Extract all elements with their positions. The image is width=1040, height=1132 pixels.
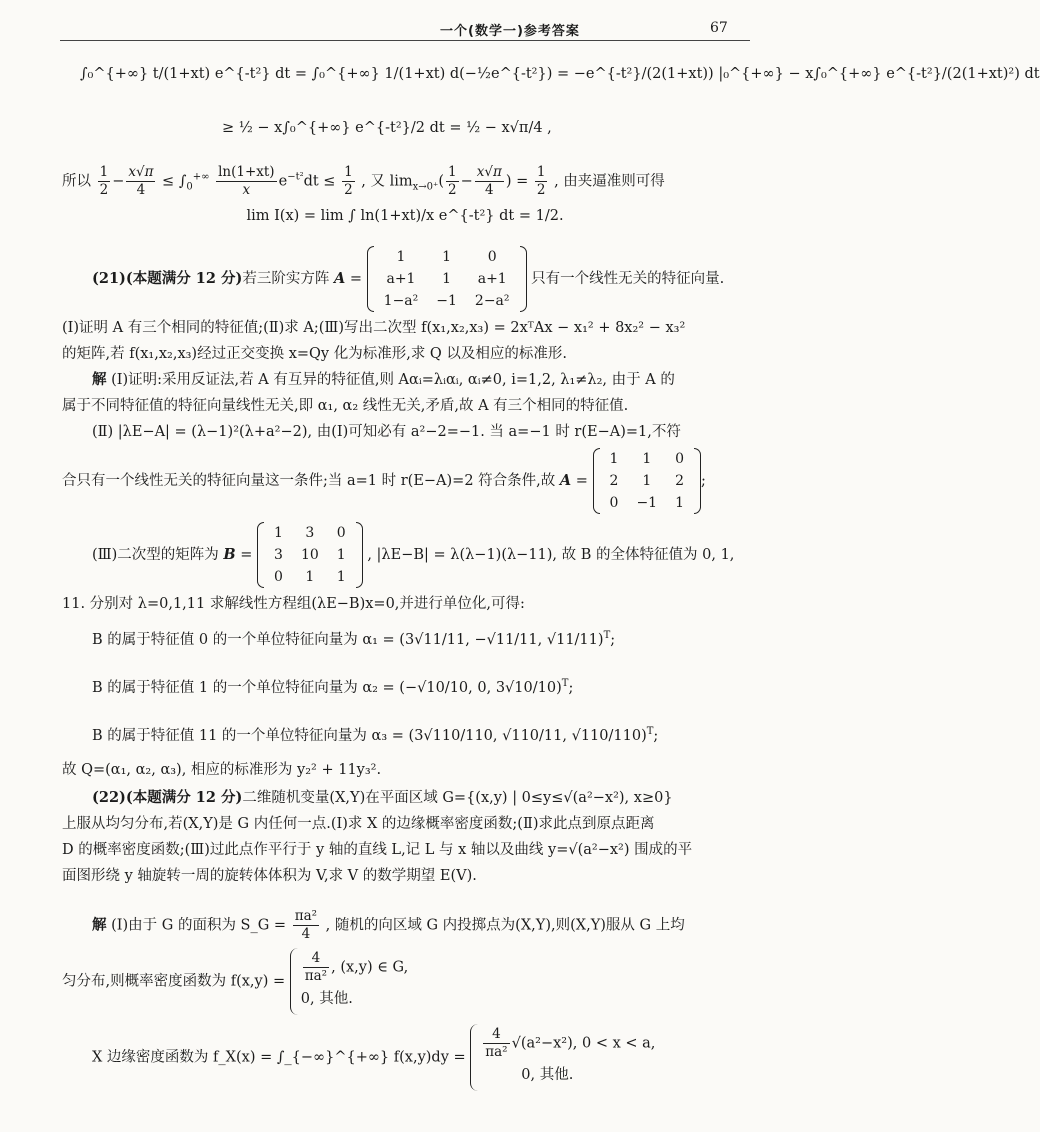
matrix-cell: 10	[300, 547, 319, 563]
frac-xsqrtpi: $\frac{x√\pi}{4}$	[128, 164, 154, 198]
problem-22-line-2: 上服从均匀分布,若(X,Y)是 G 内任何一点.(Ⅰ)求 X 的边缘概率密度函数;(Ⅱ)求此点到原点距离	[62, 816, 655, 832]
solution-21-part3-line-2: 11. 分别对 λ=0,1,11 求解线性方程组(λE−B)x=0,并进行单位化,可得:	[62, 596, 525, 612]
limit-result: lim I(x) = lim ∫ ln(1+xt)/x e^{-t²} dt = 1/2.	[246, 208, 564, 224]
solution-22-text-1b: , 随机的向区域 G 内投掷点为(X,Y),则(X,Y)服从 G 上均	[325, 917, 685, 934]
conclusion-line: 故 Q=(α₁, α₂, α₃), 相应的标准形为 y₂² + 11y₃².	[62, 762, 382, 778]
eigenvector-1-line: B 的属于特征值 0 的一个单位特征向量为 α₁ = (3√11/11, −√11/11, √11/11)$^T$;	[92, 630, 616, 648]
solution-label-2: 解	[92, 916, 107, 934]
eigenvector-3-line: B 的属于特征值 11 的一个单位特征向量为 α₃ = (3√110/110, √110/11, √110/110)$^T$;	[92, 726, 659, 744]
eigenvector-2-line: B 的属于特征值 1 的一个单位特征向量为 α₂ = (−√10/10, 0, 3√10/10)$^T$;	[92, 678, 574, 696]
matrix-cell: 1	[675, 495, 685, 511]
matrix-cell: a+1	[386, 271, 416, 287]
matrix-cell: 0	[274, 569, 283, 585]
matrix-cell: 1	[642, 451, 652, 467]
marginal-cases	[470, 1024, 655, 1091]
solution-22-line-1	[92, 908, 685, 943]
text-suoyi: 所以	[62, 173, 91, 190]
matrix-cell: 1	[642, 473, 652, 489]
vector-entry: 3√10/10	[495, 679, 557, 696]
matrix-cell: 1	[442, 271, 452, 287]
matrix-cell: 0	[487, 249, 497, 265]
eigenvector-2-text: B 的属于特征值 1 的一个单位特征向量为 α₂ =	[92, 679, 395, 696]
solution-21-part3-text-b: , |λE−B| = λ(λ−1)(λ−11), 故 B 的全体特征值为 0, 1,	[367, 547, 735, 563]
frac-half-3: $\frac{1}{2}$	[447, 164, 457, 198]
eigenvector-1-text: B 的属于特征值 0 的一个单位特征向量为 α₁ =	[92, 631, 395, 648]
solution-21-part2-text: 合只有一个线性无关的特征向量这一条件;当 a=1 时 r(E−A)=2 符合条件,故	[62, 473, 556, 489]
frac-half-4: $\frac{1}{2}$	[536, 164, 546, 198]
integral-line-1: ∫₀^{+∞} t/(1+xt) e^{-t²} dt = ∫₀^{+∞} 1/(1+xt) d(−½e^{-t²}) = −e^{-t²}/(2(1+xt)) |₀^{+∞} − x∫₀^{+∞} e^{-t²}/(2(1+xt)²) dt	[80, 66, 1040, 82]
matrix-cell: 1	[336, 569, 346, 585]
matrix-A-param	[367, 246, 527, 312]
vector-entry: √11/11	[546, 631, 598, 648]
solution-21-part3-line-1: (Ⅲ)二次型的矩阵为 B = 1 3 0 3 10 1 0 1 1 , |λE−B| = λ(λ−1)(λ−11), 故 B 的全体特征值为 0, 1,	[92, 522, 734, 588]
matrix-B	[257, 522, 363, 588]
vector-entry: 0	[477, 679, 487, 696]
solution-21-part2-line-1: (Ⅱ) |λE−A| = (λ−1)²(λ+a²−2), 由(Ⅰ)可知必有 a²−2=−1. 当 a=−1 时 r(E−A)=1,不符	[92, 424, 681, 440]
matrix-cell: −1	[636, 495, 658, 511]
frac-half: $\frac{1}{2}$	[99, 164, 109, 198]
problem-21-text-a: 若三阶实方阵	[242, 271, 330, 287]
vector-entry: √110/11	[502, 727, 563, 744]
case-1-a: (x,y) ∈ G,	[340, 959, 409, 976]
problem-22-label: (22)(本题满分 12 分)	[92, 789, 243, 806]
solution-21-text-1: (Ⅰ)证明:采用反证法,若 A 有互异的特征值,则 Aαᵢ=λᵢαᵢ, αᵢ≠0, i=1,2, λ₁≠λ₂, 由于 A 的	[111, 372, 675, 388]
frac-ln: $\frac{\ln(1+xt)}{x}$	[218, 164, 275, 198]
case-1-b: 0, 其他.	[300, 991, 353, 1007]
matrix-cell: 2−a²	[474, 293, 510, 309]
vector-entry: 3√110/110	[414, 727, 493, 744]
frac-4-pia2: $\frac{4}{\text{πa²}}$	[304, 950, 328, 984]
matrix-cell: 0	[675, 451, 685, 467]
matrix-cell: 1	[609, 451, 619, 467]
solution-21-part2-line-2: 合只有一个线性无关的特征向量这一条件;当 a=1 时 r(E−A)=2 符合条件,故 A = 1 1 0 2 1 2 0 −1 1 ;	[62, 448, 706, 514]
matrix-cell: 2	[675, 473, 685, 489]
matrix-cell: 0	[609, 495, 619, 511]
solution-21-part3-text-a: (Ⅲ)二次型的矩阵为	[92, 547, 219, 563]
matrix-cell: 3	[305, 525, 315, 541]
problem-21-label: (21)(本题满分 12 分)	[92, 270, 243, 287]
problem-21-line-2: (Ⅰ)证明 A 有三个相同的特征值;(Ⅱ)求 A;(Ⅲ)写出二次型 f(x₁,x₂,x₃) = 2xᵀAx − x₁² + 8x₂² − x₃²	[62, 320, 686, 336]
page-number: 67	[710, 20, 728, 36]
problem-22-text-1: 二维随机变量(X,Y)在平面区域 G={(x,y) | 0≤y≤√(a²−x²), x≥0}	[242, 790, 673, 806]
header-rule	[60, 40, 750, 41]
frac-half-2: $\frac{1}{2}$	[344, 164, 353, 198]
problem-22-line-4: 面图形绕 y 轴旋转一周的旋转体体积为 V,求 V 的数学期望 E(V).	[62, 868, 477, 884]
case-2-b: 0, 其他.	[521, 1067, 574, 1083]
solution-22-text-3: X 边缘密度函数为 f_X(x) = ∫_{−∞}^{+∞} f(x,y)dy =	[92, 1049, 466, 1066]
solution-22-text-2: 匀分布,则概率密度函数为 f(x,y) =	[62, 973, 286, 990]
matrix-cell: 1	[305, 569, 315, 585]
matrix-cell: 1−a²	[383, 293, 419, 309]
matrix-cell: 2	[609, 473, 619, 489]
vector-entry: 3√11/11	[404, 631, 466, 648]
case-2-a: √(a²−x²), 0 < x < a,	[511, 1035, 656, 1052]
vector-entry: −√11/11	[474, 631, 538, 648]
solution-22-line-3	[92, 1024, 655, 1091]
frac-4-pia2-2: $\frac{4}{\text{πa²}}$	[485, 1026, 508, 1060]
text-squeeze: , 由夹逼准则可得	[554, 173, 665, 190]
matrix-cell: 1	[396, 249, 406, 265]
matrix-cell: −1	[436, 293, 457, 309]
matrix-cell: a+1	[477, 271, 507, 287]
solution-22-line-2	[62, 948, 408, 1015]
matrix-A	[593, 448, 701, 514]
problem-21-line-1: (21)(本题满分 12 分)若三阶实方阵 A = 1 1 0 a+1 1 a+1 1−a² −1 2−a² 只有一个线性无关的特征向量.	[92, 246, 724, 312]
matrix-cell: 0	[336, 525, 346, 541]
problem-22-line-3: D 的概率密度函数;(Ⅲ)过此点作平行于 y 轴的直线 L,记 L 与 x 轴以及曲线 y=√(a²−x²) 围成的平	[62, 842, 693, 858]
matrix-cell: 1	[442, 249, 452, 265]
matrix-cell: 3	[274, 547, 283, 563]
integral-line-2: ≥ ½ − x∫₀^{+∞} e^{-t²}/2 dt = ½ − x√π/4 ,	[222, 120, 552, 136]
solution-22-text-1a: (Ⅰ)由于 G 的面积为 S_G =	[111, 917, 287, 934]
solution-21-line-2: 属于不同特征值的特征向量线性无关,即 α₁, α₂ 线性无关,矛盾,故 A 有三个相同的特征值.	[62, 398, 629, 414]
density-cases: $\frac{4}{\text{πa²}}$ , (x,y) ∈ G, 0, 其他.	[290, 948, 408, 1015]
frac-area: $\frac{\text{πa²}}{4}$	[294, 908, 318, 942]
frac-xsqrtpi-2: $\frac{x√\pi}{4}$	[476, 164, 502, 198]
solution-21-line-1	[92, 370, 675, 390]
text-you: , 又	[361, 173, 385, 190]
squeeze-line: 所以 $\frac{1}{2}$ − $\frac{x√\pi}{4}$ ≤ $\int_0^{+\infty}$ $\frac{\ln(1+xt)}{x}$ $e^{-t^2}dt$ ≤ $\frac{1}{2}$ , 又 $\lim_{x\to 0^+}$( $\frac{1}{2}$ − $\frac{x√\pi}{4}$ ) = $\frac{1}{2}$ , 由夹逼准则可得	[62, 164, 665, 198]
matrix-cell: 1	[336, 547, 346, 563]
header-title: 一个(数学一)参考答案	[440, 24, 580, 39]
matrix-cell: 1	[274, 525, 283, 541]
problem-21-line-3: 的矩阵,若 f(x₁,x₂,x₃)经过正交变换 x=Qy 化为标准形,求 Q 以及相应的标准形.	[62, 346, 568, 362]
vector-entry: −√10/10	[404, 679, 469, 696]
eigenvector-3-text: B 的属于特征值 11 的一个单位特征向量为 α₃ =	[92, 727, 404, 744]
solution-label: 解	[92, 371, 107, 388]
problem-21-text-b: 只有一个线性无关的特征向量.	[531, 271, 725, 287]
vector-entry: √110/110	[571, 727, 642, 744]
problem-22-line-1	[92, 788, 673, 808]
